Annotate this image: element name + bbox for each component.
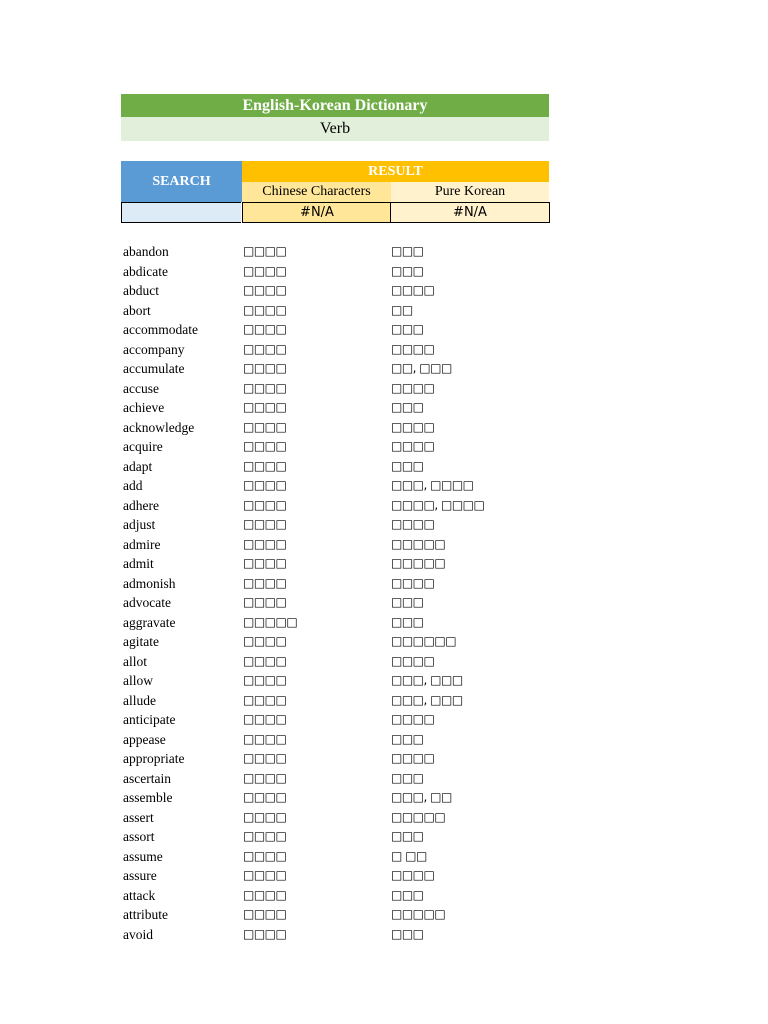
english-word: acknowledge [123,419,195,435]
english-word: adapt [123,458,153,474]
pure-korean-word: □□□ [391,322,424,336]
english-word: allot [123,653,147,669]
chinese-characters-word: □□□□□ [243,614,298,629]
pure-korean-word: □□□□□□ [391,634,457,648]
list-item [121,886,549,906]
english-word: allow [123,673,153,688]
chinese-characters-word: □□□□ [243,244,287,258]
list-item [121,359,549,379]
chinese-characters-word: □□□□ [243,497,287,512]
chinese-characters-word: □□□□ [243,439,287,453]
pure-korean-word: □□□□ [391,439,435,453]
list-item [121,905,549,925]
pure-korean-word: □□□□ [391,380,435,395]
list-item [121,476,549,496]
english-word: assemble [123,790,173,805]
english-word: admonish [123,575,176,591]
chinese-characters-word: □□□□ [243,848,287,863]
english-word: appropriate [123,751,185,766]
english-word: abdicate [123,263,168,279]
pure-korean-word: □□□, □□□ [391,673,463,687]
chinese-characters-header: Chinese Characters [242,182,391,202]
chinese-characters-word: □□□□ [243,887,287,902]
search-input[interactable] [121,202,241,223]
list-item [121,398,549,418]
pure-korean-word: □□□□ [391,653,435,668]
english-word: admire [123,536,161,552]
english-word: anticipate [123,712,176,727]
chinese-characters-word: □□□□ [243,907,287,921]
pure-korean-word: □□□, □□□ [391,692,463,707]
lookup-panel [121,161,549,223]
list-item [121,808,549,828]
pure-korean-word: □□□□ [391,517,435,531]
chinese-characters-word: □□□□ [243,458,287,473]
pure-korean-word: □□□□ [391,419,435,434]
list-item [121,574,549,594]
english-word: advocate [123,595,171,610]
pure-korean-word: □□□ [391,887,424,902]
list-item [121,320,549,340]
chinese-characters-word: □□□□ [243,380,287,395]
chinese-characters-word: □□□□ [243,829,287,843]
chinese-characters-word: □□□□ [243,400,287,414]
chinese-characters-word: □□□□ [243,673,287,687]
chinese-characters-word: □□□□ [243,361,287,375]
chinese-characters-word: □□□□ [243,263,287,278]
pure-korean-word: □□□ [391,595,424,609]
list-item [121,262,549,282]
list-item [121,866,549,886]
pure-korean-result-cell: #N/A [390,202,550,223]
pure-korean-word: □□□ [391,263,424,278]
list-item [121,496,549,516]
list-item [121,418,549,438]
page-title: English-Korean Dictionary [121,94,549,117]
english-word: allude [123,692,156,708]
chinese-characters-word: □□□□ [243,653,287,668]
pure-korean-word: □□□, □□□□ [391,478,474,492]
english-word: abort [123,302,151,318]
chinese-characters-word: □□□□ [243,419,287,434]
pure-korean-word: □□□ [391,829,424,843]
english-word: abduct [123,283,159,298]
pure-korean-word: □□□□ [391,575,435,590]
english-word: add [123,478,143,493]
pure-korean-word: □□□ [391,770,424,785]
list-item [121,730,549,750]
part-of-speech-label: Verb [121,117,549,141]
chinese-characters-word: □□□□ [243,712,287,726]
chinese-characters-word: □□□□ [243,809,287,824]
pure-korean-word: □□□□ [391,868,435,882]
pure-korean-word: □□□□□ [391,907,446,921]
english-word: acquire [123,439,163,454]
english-word: accompany [123,341,185,357]
result-label: RESULT [242,161,549,182]
pure-korean-word: □□ [391,302,413,317]
list-item [121,457,549,477]
dictionary-header [121,94,549,141]
chinese-characters-word: □□□□ [243,341,287,356]
chinese-characters-word: □□□□ [243,751,287,765]
list-item [121,847,549,867]
pure-korean-word: □□□, □□ [391,790,452,804]
chinese-characters-word: □□□□ [243,322,287,336]
english-word: assort [123,829,155,844]
list-item [121,827,549,847]
english-word: aggravate [123,614,176,630]
english-word: accommodate [123,322,198,337]
pure-korean-word: □□□ [391,244,424,258]
search-label: SEARCH [121,161,242,202]
chinese-characters-word: □□□□ [243,731,287,746]
chinese-characters-word: □□□□ [243,770,287,785]
chinese-result-cell: #N/A [242,202,391,223]
english-word: accuse [123,380,159,396]
english-word: assert [123,809,154,825]
pure-korean-word: □□□□□ [391,809,446,824]
pure-korean-word: □□□ [391,400,424,414]
chinese-characters-word: □□□□ [243,868,287,882]
pure-korean-word: □□□ [391,458,424,473]
english-word: achieve [123,400,165,415]
list-item [121,691,549,711]
english-word: ascertain [123,770,171,786]
pure-korean-word: □□□□ [391,712,435,726]
list-item [121,535,549,555]
pure-korean-word: □□□□□ [391,536,446,551]
list-item [121,301,549,321]
chinese-characters-word: □□□□ [243,302,287,317]
list-item [121,613,549,633]
pure-korean-word: □□□□ [391,751,435,765]
list-item [121,788,549,808]
chinese-characters-word: □□□□ [243,926,287,941]
list-item [121,242,549,262]
pure-korean-word: □□, □□□ [391,361,452,375]
chinese-characters-word: □□□□ [243,478,287,492]
pure-korean-word: □□□□□ [391,556,446,570]
pure-korean-header: Pure Korean [391,182,549,202]
english-word: attribute [123,907,168,922]
english-word: avoid [123,926,153,942]
list-item [121,710,549,730]
english-word: appease [123,731,166,747]
english-word: assure [123,868,157,883]
pure-korean-word: □□□□ [391,283,435,297]
chinese-characters-word: □□□□ [243,517,287,531]
chinese-characters-word: □□□□ [243,575,287,590]
chinese-characters-word: □□□□ [243,283,287,297]
list-item [121,769,549,789]
pure-korean-word: □□□□, □□□□ [391,497,485,512]
chinese-characters-word: □□□□ [243,595,287,609]
chinese-characters-word: □□□□ [243,692,287,707]
list-item [121,593,549,613]
list-item [121,379,549,399]
pure-korean-word: □□□ [391,614,424,629]
english-word: attack [123,887,156,903]
pure-korean-word: □□□ [391,731,424,746]
list-item [121,281,549,301]
english-word: agitate [123,634,159,649]
english-word: assume [123,848,163,864]
pure-korean-word: □ □□ [391,848,427,863]
list-item [121,554,549,574]
list-item [121,632,549,652]
english-word: accumulate [123,361,185,376]
list-item [121,340,549,360]
list-item [121,515,549,535]
list-item [121,749,549,769]
chinese-characters-word: □□□□ [243,556,287,570]
chinese-characters-word: □□□□ [243,536,287,551]
chinese-characters-word: □□□□ [243,634,287,648]
list-item [121,925,549,945]
english-word: adhere [123,497,159,513]
list-item [121,671,549,691]
list-item [121,652,549,672]
english-word: admit [123,556,154,571]
word-list [121,242,549,944]
english-word: abandon [123,244,169,259]
list-item [121,437,549,457]
pure-korean-word: □□□ [391,926,424,941]
pure-korean-word: □□□□ [391,341,435,356]
english-word: adjust [123,517,156,532]
chinese-characters-word: □□□□ [243,790,287,804]
